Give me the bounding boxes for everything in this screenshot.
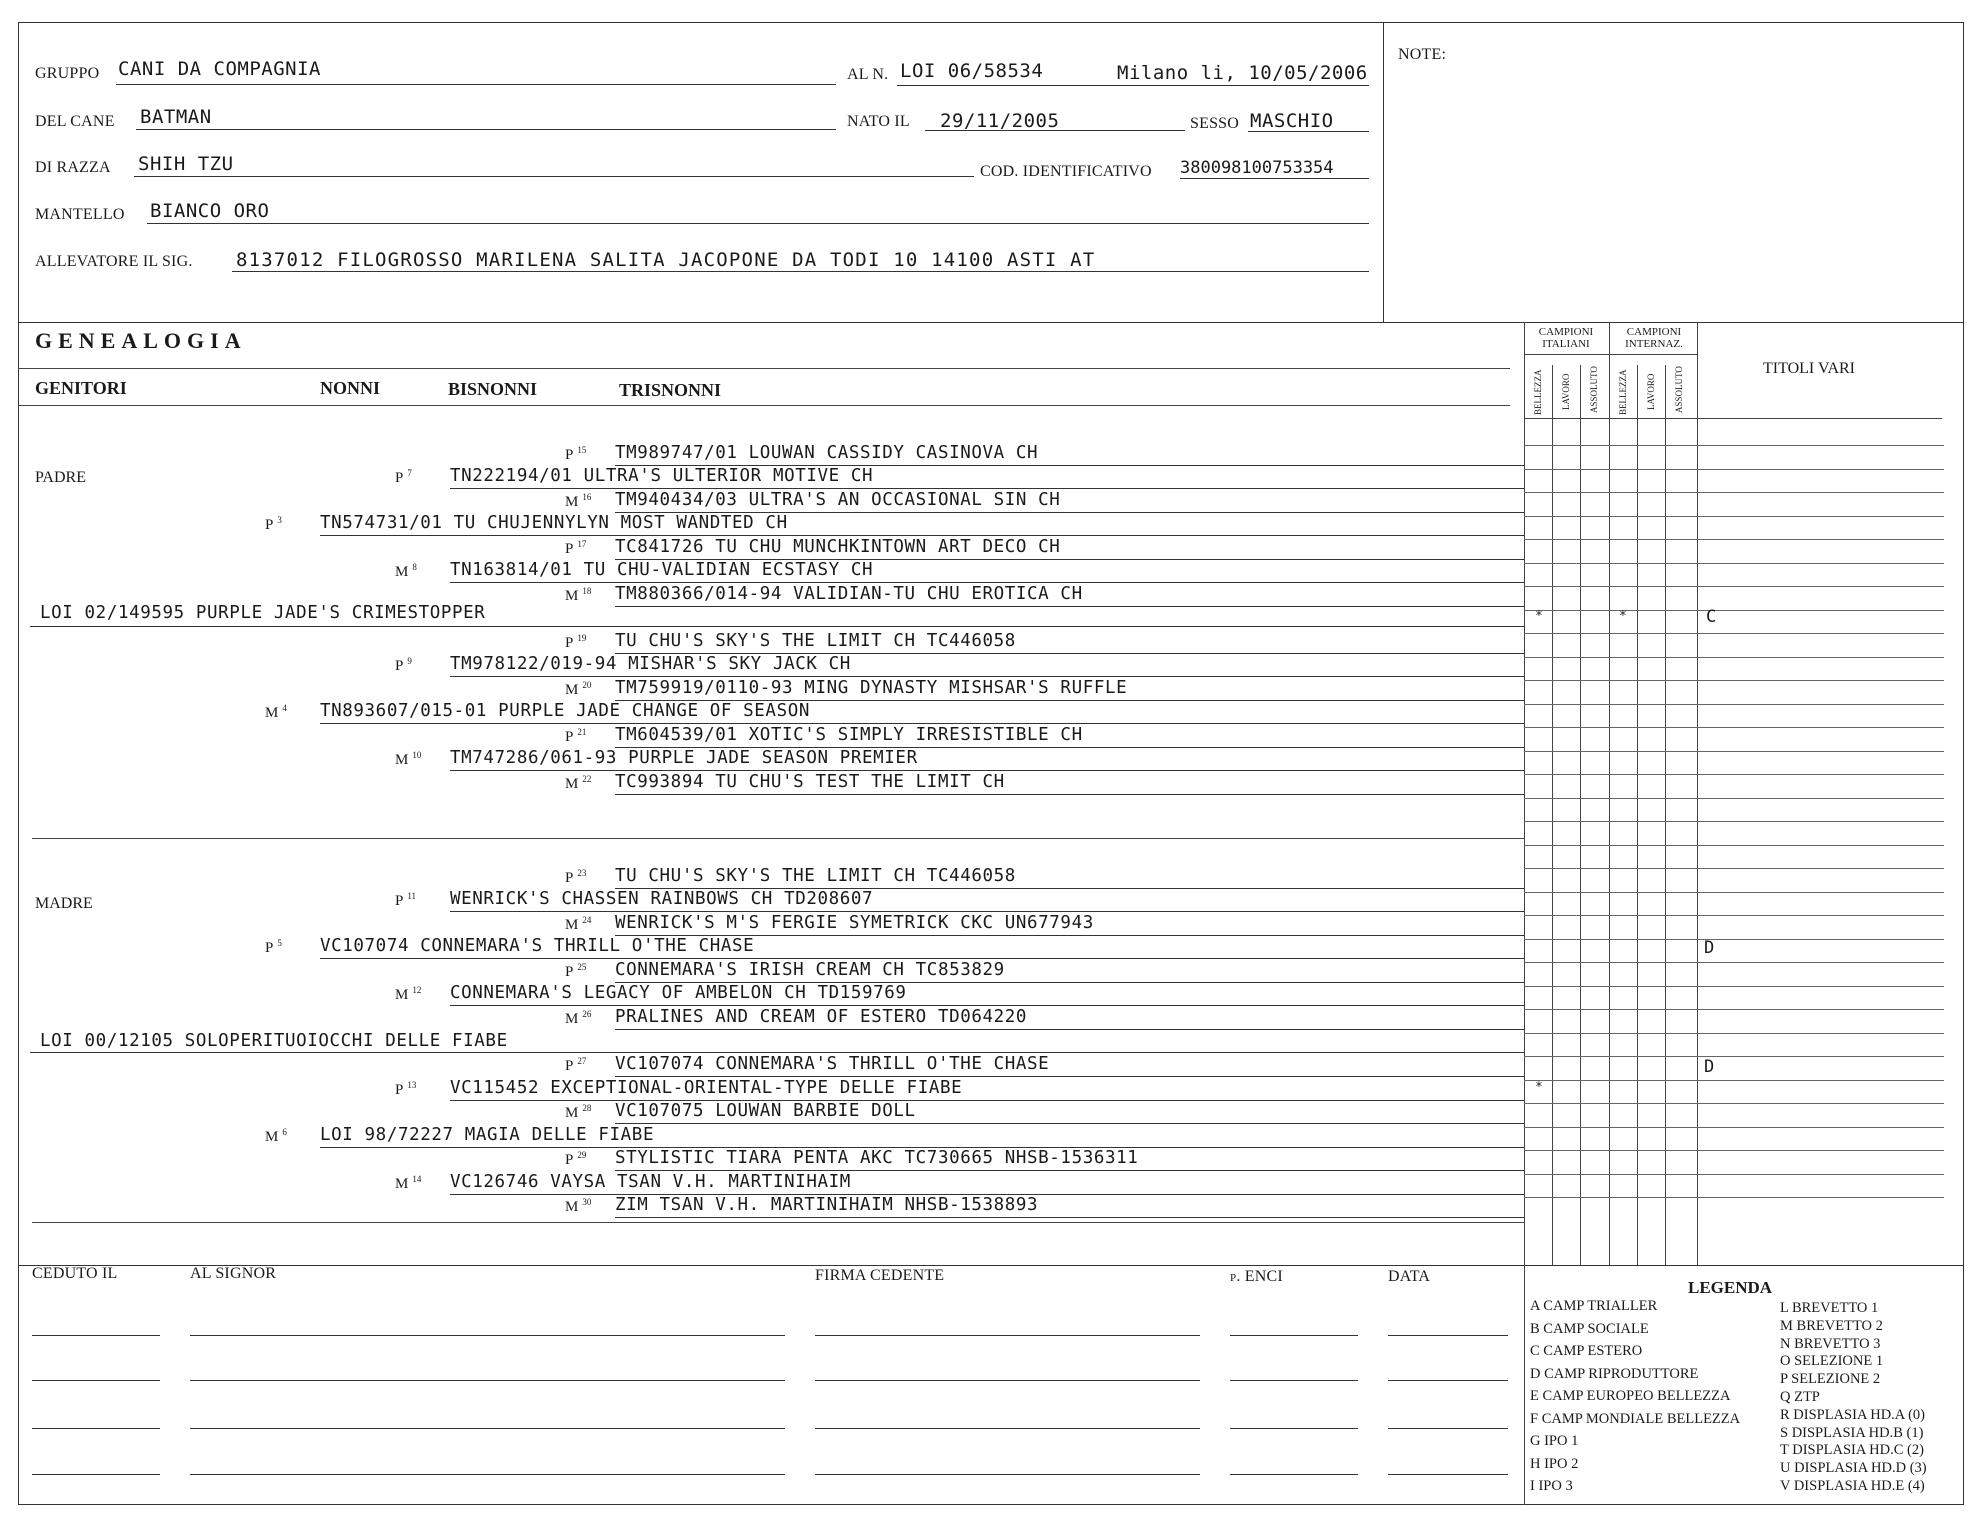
cod-value: 380098100753354 bbox=[1180, 158, 1334, 178]
cod-line bbox=[1180, 178, 1369, 179]
grid-row-line bbox=[1524, 657, 1944, 658]
pedigree-number: 5 bbox=[277, 938, 282, 948]
mantello-line bbox=[147, 223, 1369, 224]
allevatore-value: 8137012 FILOGROSSO MARILENA SALITA JACOPONE DA TODI 10 14100 ASTI AT bbox=[236, 249, 1096, 271]
sesso-value: MASCHIO bbox=[1250, 110, 1334, 132]
sub-bellezza-int: BELLEZZA bbox=[1618, 369, 1628, 415]
legenda-item: S DISPLASIA HD.B (1) bbox=[1780, 1424, 1924, 1441]
grid-row-line bbox=[1524, 915, 1944, 916]
grid-row-line bbox=[1524, 586, 1944, 587]
pedigree-line bbox=[320, 958, 1524, 959]
pedigree-line bbox=[450, 582, 1524, 583]
del-cane-value: BATMAN bbox=[140, 106, 212, 128]
pedigree-number: 18 bbox=[582, 586, 592, 596]
pedigree-mark: M $^{14}$ bbox=[395, 1174, 422, 1192]
pedigree-line bbox=[320, 535, 1524, 536]
pedigree-number: 27 bbox=[577, 1056, 587, 1066]
header-divider bbox=[18, 322, 1964, 323]
del-cane-line bbox=[136, 129, 836, 130]
pedigree-entry: TU CHU'S SKY'S THE LIMIT CH TC446058 bbox=[615, 866, 1016, 886]
pedigree-mark: M $^4$ bbox=[265, 703, 287, 721]
footer-signature-line bbox=[815, 1380, 1200, 1381]
grid-row-line bbox=[1524, 1103, 1944, 1104]
pedigree-number: 14 bbox=[412, 1174, 422, 1184]
razza-label: DI RAZZA bbox=[35, 159, 111, 176]
footer-signature-line bbox=[190, 1474, 785, 1475]
grid-row-line bbox=[1524, 539, 1944, 540]
footer-signature-line bbox=[1388, 1335, 1508, 1336]
legenda-item: H IPO 2 bbox=[1530, 1455, 1579, 1472]
pedigree-line bbox=[615, 1217, 1524, 1218]
grid-row-line bbox=[1524, 1174, 1944, 1175]
pedigree-entry: TM747286/061-93 PURPLE JADE SEASON PREMIER bbox=[450, 748, 918, 768]
pedigree-mark: P $^{27}$ bbox=[565, 1056, 587, 1074]
pedigree-entry: ZIM TSAN V.H. MARTINIHAIM NHSB-1538893 bbox=[615, 1195, 1039, 1215]
pedigree-number: 29 bbox=[577, 1150, 587, 1160]
legenda-item: U DISPLASIA HD.D (3) bbox=[1780, 1460, 1927, 1477]
pedigree-number: 7 bbox=[407, 468, 412, 478]
pedigree-mark: P $^7$ bbox=[395, 468, 412, 486]
pedigree-line bbox=[450, 488, 1524, 489]
pedigree-mark: P $^{23}$ bbox=[565, 868, 587, 886]
pedigree-entry: VC126746 VAYSA TSAN V.H. MARTINIHAIM bbox=[450, 1172, 851, 1192]
pedigree-number: 28 bbox=[582, 1103, 592, 1113]
pedigree-mark: P $^5$ bbox=[265, 938, 282, 956]
grid-row-line bbox=[1524, 633, 1944, 634]
grid-row-line bbox=[1524, 610, 1944, 611]
footer-signature-line bbox=[815, 1335, 1200, 1336]
legenda-title: LEGENDA bbox=[1688, 1278, 1773, 1297]
footer-signature-line bbox=[32, 1428, 160, 1429]
pedigree-number: 16 bbox=[582, 492, 592, 502]
grid-row-line bbox=[1524, 986, 1944, 987]
padre-star-int: * bbox=[1619, 609, 1627, 624]
grid-row-line bbox=[1524, 798, 1944, 799]
pedigree-number: 23 bbox=[577, 868, 587, 878]
pedigree-entry: TM604539/01 XOTIC'S SIMPLY IRRESISTIBLE CH bbox=[615, 725, 1083, 745]
gruppo-value: CANI DA COMPAGNIA bbox=[118, 58, 321, 80]
legenda-item: Q ZTP bbox=[1780, 1389, 1820, 1405]
footer-signature-line bbox=[190, 1428, 785, 1429]
col-trisnonni: TRISNONNI bbox=[619, 380, 722, 400]
footer-signature-line bbox=[1230, 1380, 1358, 1381]
pedigree-entry: TM940434/03 ULTRA'S AN OCCASIONAL SIN CH bbox=[615, 490, 1061, 510]
pedigree-entry: LOI 98/72227 MAGIA DELLE FIABE bbox=[320, 1125, 655, 1145]
firma-cedente-label: FIRMA CEDENTE bbox=[815, 1267, 945, 1284]
pedigree-entry: STYLISTIC TIARA PENTA AKC TC730665 NHSB-1536311 bbox=[615, 1148, 1139, 1168]
campioni-italiani: CAMPIONI ITALIANI bbox=[1538, 326, 1594, 350]
legenda-item: L BREVETTO 1 bbox=[1780, 1300, 1879, 1316]
grid-row-line bbox=[1524, 821, 1944, 822]
pedigree-number: 22 bbox=[582, 774, 592, 784]
legenda-item: C CAMP ESTERO bbox=[1530, 1343, 1643, 1359]
pedigree-entry: VC107074 CONNEMARA'S THRILL O'THE CHASE bbox=[320, 936, 755, 956]
grid-row-line bbox=[1524, 1150, 1944, 1151]
legenda-item: D CAMP RIPRODUTTORE bbox=[1530, 1365, 1699, 1382]
sesso-line bbox=[1248, 131, 1369, 132]
grid-row-line bbox=[1524, 680, 1944, 681]
pedigree-number: 19 bbox=[577, 633, 587, 643]
madre-line bbox=[30, 1052, 1524, 1053]
footer-signature-line bbox=[1230, 1335, 1358, 1336]
gruppo-line bbox=[116, 84, 836, 85]
grid-row-line bbox=[1524, 774, 1944, 775]
grid-row-line bbox=[1524, 1033, 1944, 1034]
al-signor-label: AL SIGNOR bbox=[190, 1265, 277, 1282]
campioni-internaz: CAMPIONI INTERNAZ. bbox=[1625, 326, 1683, 350]
pedigree-mark: P $^{19}$ bbox=[565, 633, 587, 651]
pedigree-entry: VC115452 EXCEPTIONAL-ORIENTAL-TYPE DELLE FIABE bbox=[450, 1078, 963, 1098]
legenda-item: E CAMP EUROPEO BELLEZZA bbox=[1530, 1388, 1731, 1404]
pedigree-number: 9 bbox=[407, 656, 412, 666]
grid-row-line bbox=[1524, 492, 1944, 493]
footer-signature-line bbox=[1388, 1380, 1508, 1381]
pedigree-mark: M $^{18}$ bbox=[565, 586, 592, 604]
pedigree-entry: TM880366/014-94 VALIDIAN-TU CHU EROTICA CH bbox=[615, 584, 1083, 604]
pedigree-mark: M $^{28}$ bbox=[565, 1103, 592, 1121]
legenda-item: M BREVETTO 2 bbox=[1780, 1317, 1883, 1334]
pedigree-number: 4 bbox=[282, 703, 287, 713]
pedigree-mark: M $^{30}$ bbox=[565, 1197, 592, 1215]
camp-col-4 bbox=[1609, 322, 1610, 1265]
ceduto-il-label: CEDUTO IL bbox=[32, 1265, 118, 1282]
pedigree-number: 25 bbox=[577, 962, 587, 972]
grid-row-line bbox=[1524, 1127, 1944, 1128]
col-nonni: NONNI bbox=[320, 378, 381, 398]
al-n-value: LOI 06/58534 bbox=[900, 60, 1044, 82]
razza-value: SHIH TZU bbox=[138, 153, 234, 175]
p-enci-label: p. ENCI bbox=[1230, 1268, 1283, 1285]
pedigree-number: 17 bbox=[577, 539, 587, 549]
pedigree-mark: M $^8$ bbox=[395, 562, 417, 580]
camp-head-rule bbox=[1524, 354, 1697, 355]
madre-value: LOI 00/12105 SOLOPERITUOIOCCHI DELLE FIABE bbox=[40, 1031, 508, 1051]
pedigree-entry: TC841726 TU CHU MUNCHKINTOWN ART DECO CH bbox=[615, 537, 1061, 557]
pedigree-mark: P $^{13}$ bbox=[395, 1080, 417, 1098]
footer-signature-line bbox=[190, 1380, 785, 1381]
legenda-item: V DISPLASIA HD.E (4) bbox=[1780, 1478, 1925, 1494]
grid-row-line bbox=[1524, 868, 1944, 869]
grid-row-line bbox=[1524, 1009, 1944, 1010]
footer-divider bbox=[18, 1265, 1964, 1266]
legenda-divider bbox=[1524, 1265, 1525, 1505]
pedigree-mark: P $^3$ bbox=[265, 515, 282, 533]
nato-value: 29/11/2005 bbox=[940, 110, 1060, 132]
padre-titolo: C bbox=[1706, 607, 1717, 627]
legenda-item: F CAMP MONDIALE BELLEZZA bbox=[1530, 1410, 1741, 1427]
grid-row-line bbox=[1524, 516, 1944, 517]
camp-col-7 bbox=[1697, 322, 1698, 1265]
pedigree-entry: TN893607/015-01 PURPLE JADE CHANGE OF SEASON bbox=[320, 701, 810, 721]
pedigree-line bbox=[320, 723, 1524, 724]
sub-assoluto-it: ASSOLUTO bbox=[1589, 366, 1599, 413]
nato-label: NATO IL bbox=[847, 113, 910, 130]
note-divider bbox=[1383, 22, 1384, 322]
pedigree-entry: CONNEMARA'S LEGACY OF AMBELON CH TD159769 bbox=[450, 983, 907, 1003]
madre-end-divider bbox=[32, 1222, 1524, 1223]
col-bisnonni: BISNONNI bbox=[448, 379, 538, 399]
camp-col-3 bbox=[1580, 365, 1581, 1265]
footer-signature-line bbox=[815, 1474, 1200, 1475]
legenda-item: A CAMP TRIALLER bbox=[1530, 1298, 1658, 1314]
pedigree-mark: M $^{10}$ bbox=[395, 750, 422, 768]
pedigree-line bbox=[450, 676, 1524, 677]
p27-titolo: D bbox=[1704, 1057, 1715, 1077]
gruppo-label: GRUPPO bbox=[35, 65, 100, 82]
p13-star: * bbox=[1535, 1080, 1543, 1095]
padre-line bbox=[30, 626, 1524, 627]
pedigree-line bbox=[615, 1029, 1524, 1030]
footer-signature-line bbox=[32, 1335, 160, 1336]
madre-label: MADRE bbox=[35, 895, 93, 912]
pedigree-entry: TM759919/0110-93 MING DYNASTY MISHSAR'S RUFFLE bbox=[615, 678, 1128, 698]
sub-bellezza-it: BELLEZZA bbox=[1533, 369, 1543, 415]
pedigree-line bbox=[615, 1076, 1524, 1077]
genealogia-rule-2 bbox=[18, 405, 1510, 406]
camp-col-5 bbox=[1637, 365, 1638, 1265]
pedigree-mark: M $^{20}$ bbox=[565, 680, 592, 698]
grid-row-line bbox=[1524, 1080, 1944, 1081]
place-date: Milano li, 10/05/2006 bbox=[1117, 62, 1368, 84]
pedigree-line bbox=[450, 1005, 1524, 1006]
grid-row-line bbox=[1524, 1056, 1944, 1057]
pedigree-mark: M $^{26}$ bbox=[565, 1009, 592, 1027]
pedigree-number: 24 bbox=[582, 915, 592, 925]
pedigree-entry: TN574731/01 TU CHUJENNYLYN MOST WANDTED CH bbox=[320, 513, 788, 533]
pedigree-mark: P $^{17}$ bbox=[565, 539, 587, 557]
pedigree-line bbox=[615, 1123, 1524, 1124]
col-genitori: GENITORI bbox=[35, 378, 127, 398]
del-cane-label: DEL CANE bbox=[35, 113, 115, 130]
footer-signature-line bbox=[32, 1380, 160, 1381]
genealogia-title: GENEALOGIA bbox=[35, 328, 247, 353]
pedigree-line bbox=[615, 606, 1524, 607]
pedigree-number: 26 bbox=[582, 1009, 592, 1019]
sub-lavoro-it: LAVORO bbox=[1561, 373, 1571, 410]
pedigree-mark: M $^6$ bbox=[265, 1127, 287, 1145]
grid-row-line bbox=[1524, 962, 1944, 963]
mantello-value: BIANCO ORO bbox=[150, 200, 270, 222]
sub-lavoro-int: LAVORO bbox=[1646, 373, 1656, 410]
pedigree-mark: P $^{15}$ bbox=[565, 445, 587, 463]
legenda-item: P SELEZIONE 2 bbox=[1780, 1371, 1881, 1388]
pedigree-entry: CONNEMARA'S IRISH CREAM CH TC853829 bbox=[615, 960, 1005, 980]
pedigree-number: 15 bbox=[577, 445, 587, 455]
data-label: DATA bbox=[1388, 1268, 1431, 1285]
pedigree-number: 13 bbox=[407, 1080, 417, 1090]
grid-row-line bbox=[1524, 939, 1944, 940]
pedigree-number: 20 bbox=[582, 680, 592, 690]
grid-row-line bbox=[1524, 1197, 1944, 1198]
footer-signature-line bbox=[1230, 1428, 1358, 1429]
legenda-item: N BREVETTO 3 bbox=[1780, 1335, 1881, 1352]
pedigree-entry: TU CHU'S SKY'S THE LIMIT CH TC446058 bbox=[615, 631, 1016, 651]
pedigree-entry: TC993894 TU CHU'S TEST THE LIMIT CH bbox=[615, 772, 1005, 792]
grid-row-line bbox=[1524, 727, 1944, 728]
legenda-item: O SELEZIONE 1 bbox=[1780, 1353, 1884, 1370]
pedigree-entry: WENRICK'S M'S FERGIE SYMETRICK CKC UN677943 bbox=[615, 913, 1094, 933]
legenda-item: I IPO 3 bbox=[1530, 1478, 1573, 1494]
outer-frame bbox=[18, 22, 1964, 1505]
al-n-label: AL N. bbox=[847, 66, 889, 83]
sub-assoluto-int: ASSOLUTO bbox=[1674, 366, 1684, 413]
pedigree-mark: P $^9$ bbox=[395, 656, 412, 674]
pedigree-entry: PRALINES AND CREAM OF ESTERO TD064220 bbox=[615, 1007, 1028, 1027]
legenda-item: G IPO 1 bbox=[1530, 1433, 1579, 1449]
al-n-line bbox=[897, 85, 1369, 86]
pedigree-line bbox=[615, 1170, 1524, 1171]
pedigree-mark: P $^{11}$ bbox=[395, 891, 417, 909]
pedigree-entry: TM978122/019-94 MISHAR'S SKY JACK CH bbox=[450, 654, 851, 674]
pedigree-number: 6 bbox=[282, 1127, 287, 1137]
pedigree-entry: WENRICK'S CHASSEN RAINBOWS CH TD208607 bbox=[450, 889, 874, 909]
padre-star-it: * bbox=[1535, 609, 1543, 624]
camp-col-2 bbox=[1552, 365, 1553, 1265]
camp-col-6 bbox=[1665, 365, 1666, 1265]
camp-sub-rule bbox=[1524, 418, 1942, 419]
pedigree-line bbox=[615, 794, 1524, 795]
grid-row-line bbox=[1524, 751, 1944, 752]
grid-row-line bbox=[1524, 704, 1944, 705]
padre-value: LOI 02/149595 PURPLE JADE'S CRIMESTOPPER bbox=[40, 603, 486, 623]
pedigree-entry: TN222194/01 ULTRA'S ULTERIOR MOTIVE CH bbox=[450, 466, 874, 486]
pedigree-number: 10 bbox=[412, 750, 422, 760]
pedigree-number: 12 bbox=[412, 985, 422, 995]
pedigree-number: 8 bbox=[412, 562, 417, 572]
razza-line bbox=[134, 176, 974, 177]
pedigree-mark: M $^{24}$ bbox=[565, 915, 592, 933]
camp-col-1 bbox=[1524, 322, 1525, 1265]
cod-label: COD. IDENTIFICATIVO bbox=[980, 163, 1152, 180]
pedigree-line bbox=[450, 770, 1524, 771]
footer-signature-line bbox=[1230, 1474, 1358, 1475]
padre-label: PADRE bbox=[35, 469, 86, 486]
note-label: NOTE: bbox=[1398, 46, 1447, 63]
titoli-vari: TITOLI VARI bbox=[1763, 360, 1855, 377]
pedigree-number: 30 bbox=[582, 1197, 592, 1207]
mantello-label: MANTELLO bbox=[35, 206, 125, 223]
pedigree-number: 21 bbox=[577, 727, 587, 737]
footer-signature-line bbox=[190, 1335, 785, 1336]
footer-signature-line bbox=[1388, 1474, 1508, 1475]
pedigree-mark: M $^{12}$ bbox=[395, 985, 422, 1003]
pedigree-entry: VC107074 CONNEMARA'S THRILL O'THE CHASE bbox=[615, 1054, 1050, 1074]
grid-row-line bbox=[1524, 563, 1944, 564]
pedigree-entry: TN163814/01 TU CHU-VALIDIAN ECSTASY CH bbox=[450, 560, 874, 580]
pedigree-mark: P $^{29}$ bbox=[565, 1150, 587, 1168]
pedigree-entry: TM989747/01 LOUWAN CASSIDY CASINOVA CH bbox=[615, 443, 1039, 463]
pedigree-mark: P $^{21}$ bbox=[565, 727, 587, 745]
footer-signature-line bbox=[1388, 1428, 1508, 1429]
sesso-label: SESSO bbox=[1190, 115, 1240, 132]
allevatore-line bbox=[232, 271, 1369, 272]
nato-line bbox=[925, 130, 1185, 131]
footer-signature-line bbox=[815, 1428, 1200, 1429]
pedigree-mark: M $^{22}$ bbox=[565, 774, 592, 792]
pedigree-line bbox=[450, 911, 1524, 912]
pedigree-entry: VC107075 LOUWAN BARBIE DOLL bbox=[615, 1101, 916, 1121]
padre-madre-divider bbox=[32, 838, 1524, 839]
pedigree-mark: P $^{25}$ bbox=[565, 962, 587, 980]
p5-titolo: D bbox=[1704, 938, 1715, 958]
grid-row-line bbox=[1524, 892, 1944, 893]
pedigree-line bbox=[450, 1100, 1524, 1101]
footer-signature-line bbox=[32, 1474, 160, 1475]
legenda-item: T DISPLASIA HD.C (2) bbox=[1780, 1442, 1924, 1459]
legenda-item: R DISPLASIA HD.A (0) bbox=[1780, 1406, 1926, 1423]
pedigree-number: 11 bbox=[407, 891, 417, 901]
grid-row-line bbox=[1524, 845, 1944, 846]
genealogia-rule bbox=[18, 368, 1510, 369]
legenda-item: B CAMP SOCIALE bbox=[1530, 1320, 1649, 1337]
pedigree-number: 3 bbox=[277, 515, 282, 525]
grid-row-line bbox=[1524, 469, 1944, 470]
grid-row-line bbox=[1524, 445, 1944, 446]
pedigree-mark: M $^{16}$ bbox=[565, 492, 592, 510]
allevatore-label: ALLEVATORE IL SIG. bbox=[35, 253, 193, 270]
